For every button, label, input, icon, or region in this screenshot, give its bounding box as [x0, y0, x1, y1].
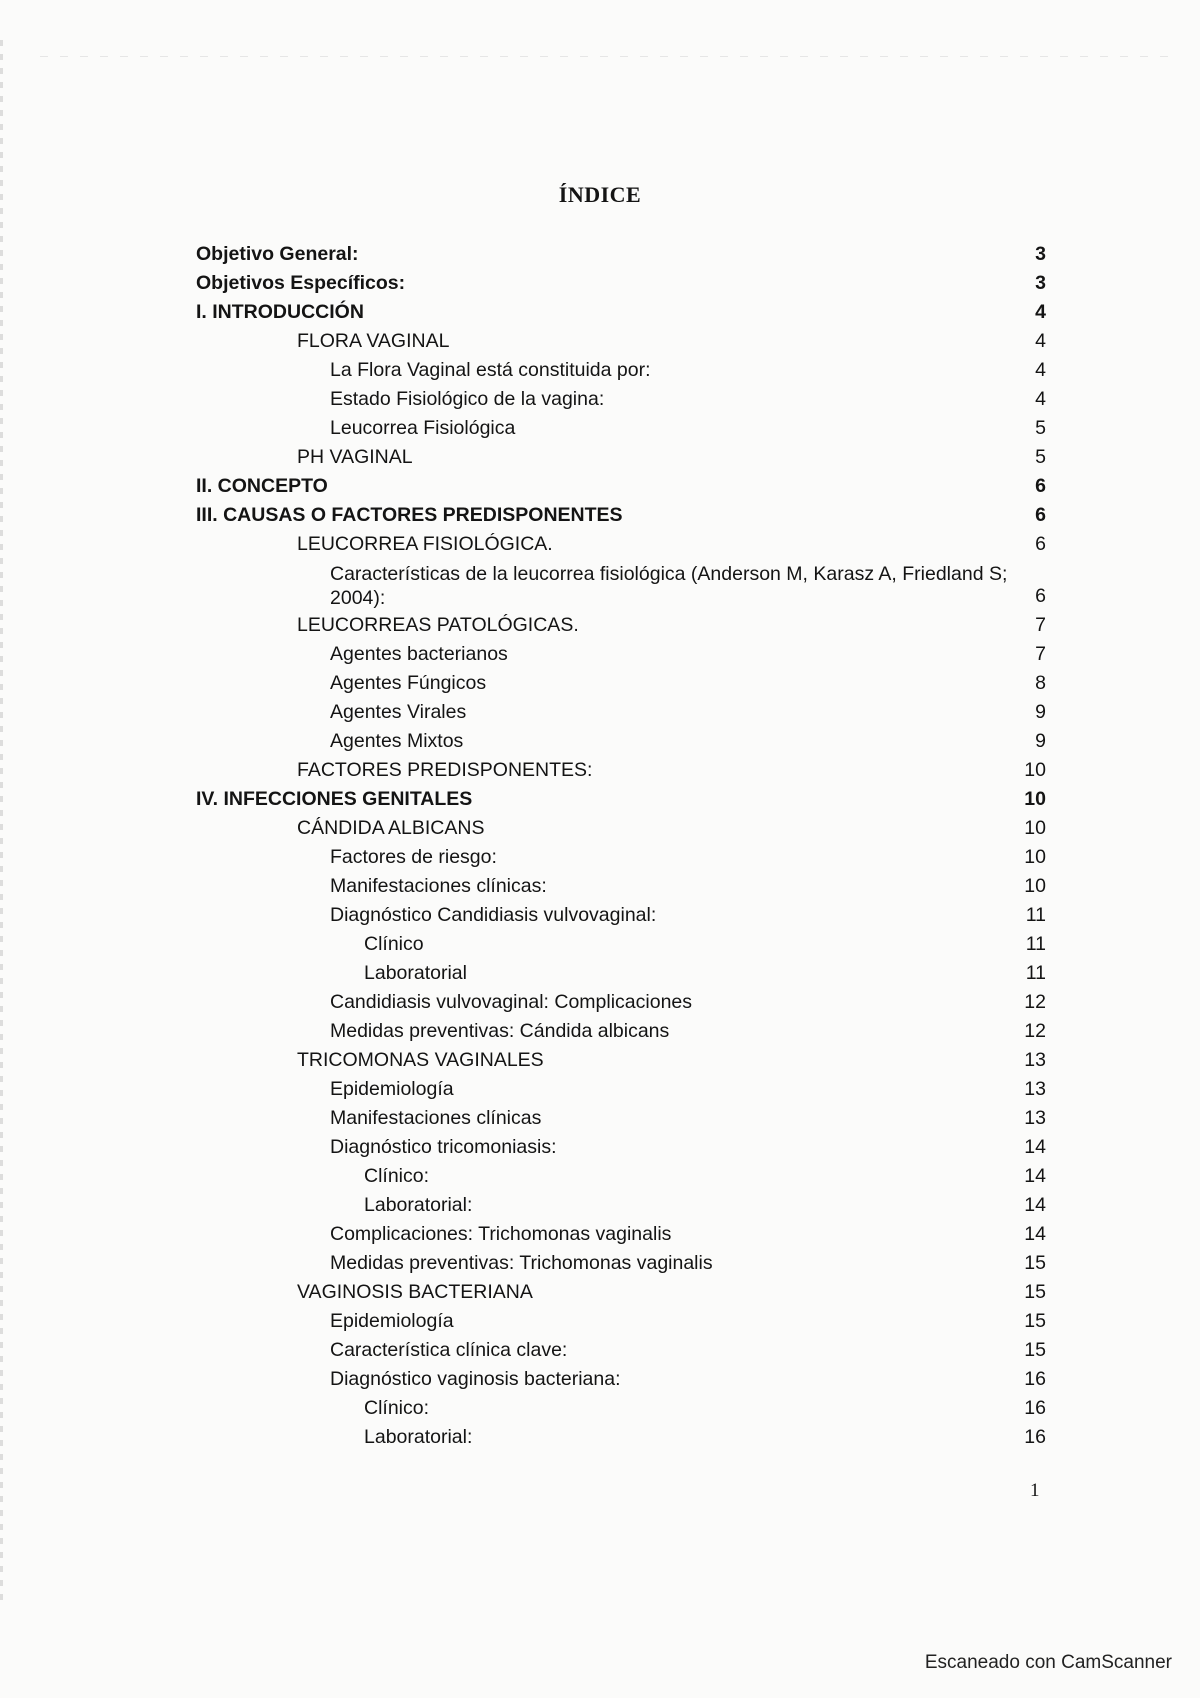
- toc-entry-label: Clínico:: [364, 1397, 430, 1419]
- toc-entry-page: 16: [1024, 1426, 1046, 1448]
- toc-entry: [196, 959, 1046, 988]
- toc-entry: [196, 669, 1046, 698]
- toc-entry-label: Medidas preventivas: Trichomonas vaginalis: [330, 1252, 713, 1274]
- toc-entry-page: 3: [1035, 243, 1046, 265]
- toc-entry-page: 9: [1035, 730, 1046, 752]
- toc-entry-label: Manifestaciones clínicas:: [330, 875, 547, 897]
- toc-entry: [196, 611, 1046, 640]
- toc-entry: [196, 640, 1046, 669]
- toc-entry-label: TRICOMONAS VAGINALES: [297, 1049, 544, 1071]
- toc-entry-label: I. INTRODUCCIÓN: [196, 301, 364, 323]
- toc-entry: [196, 1220, 1046, 1249]
- toc-entry-page: 16: [1024, 1368, 1046, 1390]
- toc-entry: [196, 530, 1046, 559]
- toc-entry: [196, 901, 1046, 930]
- toc-entry-label: Diagnóstico tricomoniasis:: [330, 1136, 557, 1158]
- toc-entry: [196, 1336, 1046, 1365]
- toc-entry-label: Laboratorial: [364, 962, 467, 984]
- toc-entry-label: Objetivos Específicos:: [196, 272, 406, 294]
- toc-entry-label: Factores de riesgo:: [330, 846, 497, 868]
- toc-entry-page: 5: [1035, 446, 1046, 468]
- toc-entry-label: Complicaciones: Trichomonas vaginalis: [330, 1223, 672, 1245]
- toc-entry-page: 11: [1025, 904, 1046, 926]
- toc-entry-label: PH VAGINAL: [297, 446, 413, 468]
- toc-entry-page: 14: [1024, 1136, 1046, 1158]
- toc-entry-page: 9: [1035, 701, 1046, 723]
- toc-entry-label: VAGINOSIS BACTERIANA: [297, 1281, 533, 1303]
- toc-entry-label: Objetivo General:: [196, 243, 359, 265]
- toc-entry: [196, 1046, 1046, 1075]
- toc-entry: [196, 501, 1046, 530]
- toc-entry-page: 5: [1035, 417, 1046, 439]
- toc-entry: [196, 298, 1046, 327]
- toc-entry-page: 8: [1035, 672, 1046, 694]
- toc-entry-label: Leucorrea Fisiológica: [330, 417, 516, 439]
- toc-entry: [196, 414, 1046, 443]
- toc-entry-page: 15: [1024, 1310, 1046, 1332]
- toc-entry-label: II. CONCEPTO: [196, 475, 328, 497]
- toc-entry: [196, 327, 1046, 356]
- toc-entry: [196, 756, 1046, 785]
- toc-entry-page: 7: [1035, 614, 1046, 636]
- toc-entry-label: Epidemiología: [330, 1078, 454, 1100]
- toc-entry-label: IV. INFECCIONES GENITALES: [196, 788, 473, 810]
- toc-entry-page: 16: [1024, 1397, 1046, 1419]
- toc-entry-label: Epidemiología: [330, 1310, 454, 1332]
- toc-entry-label: Diagnóstico vaginosis bacteriana:: [330, 1368, 621, 1390]
- toc-entry-label: FLORA VAGINAL: [297, 330, 450, 352]
- page-number: 1: [1030, 1480, 1040, 1501]
- toc-entry-label: Estado Fisiológico de la vagina:: [330, 388, 605, 410]
- toc-entry-page: 12: [1024, 1020, 1046, 1042]
- toc-entry-label: III. CAUSAS O FACTORES PREDISPONENTES: [196, 504, 623, 526]
- toc-entry-page: 6: [1035, 475, 1046, 497]
- toc-entry-page: 4: [1035, 359, 1046, 381]
- toc-entry-page: 13: [1024, 1049, 1046, 1071]
- toc-entry-label: Agentes bacterianos: [330, 643, 508, 665]
- toc-entry: [196, 1394, 1046, 1423]
- toc-entry: [196, 988, 1046, 1017]
- toc-entry: [196, 559, 1046, 611]
- toc-entry-label: Agentes Mixtos: [330, 730, 464, 752]
- toc-entry-page: 14: [1024, 1165, 1046, 1187]
- toc-entry-label: FACTORES PREDISPONENTES:: [297, 759, 593, 781]
- scan-edge-left: [0, 40, 3, 1600]
- toc-entry-page: 11: [1025, 962, 1046, 984]
- toc-entry-label: Laboratorial:: [364, 1194, 473, 1216]
- toc-entry-page: 12: [1024, 991, 1046, 1013]
- toc-entry: [196, 1307, 1046, 1336]
- toc-entry-label: Características de la leucorrea fisiológica (Anderson M, Karasz A, Friedland S; 2004):: [330, 563, 1008, 609]
- toc-entry: [196, 1423, 1046, 1452]
- toc-entry-page: 10: [1024, 846, 1046, 868]
- toc-entry: [196, 785, 1046, 814]
- toc-entry: [196, 814, 1046, 843]
- toc-entry: [196, 356, 1046, 385]
- toc-entry: [196, 1104, 1046, 1133]
- toc-entry-page: 10: [1024, 817, 1046, 839]
- toc-entry-label: Agentes Fúngicos: [330, 672, 487, 694]
- toc-entry-page: 10: [1024, 788, 1046, 810]
- toc-entry: [196, 727, 1046, 756]
- toc-entry-page: 6: [1035, 504, 1046, 526]
- toc-entry: [196, 472, 1046, 501]
- toc-entry: [196, 443, 1046, 472]
- toc-entry-page: 14: [1024, 1223, 1046, 1245]
- toc-entry-page: 4: [1035, 330, 1046, 352]
- toc-entry: [196, 385, 1046, 414]
- page-title: ÍNDICE: [558, 182, 642, 207]
- toc-entry-page: 13: [1024, 1078, 1046, 1100]
- toc-entry: [196, 1191, 1046, 1220]
- toc-entry-label: Diagnóstico Candidiasis vulvovaginal:: [330, 904, 657, 926]
- toc-entry-page: 15: [1024, 1252, 1046, 1274]
- toc-entry-page: 3: [1035, 272, 1046, 294]
- toc-entry: [196, 1365, 1046, 1394]
- toc-entry-label: CÁNDIDA ALBICANS: [297, 817, 485, 839]
- toc-entry: [196, 240, 1046, 269]
- toc-entry-page: 6: [1035, 533, 1046, 555]
- toc-entry-label: LEUCORREAS PATOLÓGICAS.: [297, 614, 579, 636]
- toc-entry: [196, 1278, 1046, 1307]
- toc-entry-page: 11: [1025, 933, 1046, 955]
- toc-entry-page: 15: [1024, 1339, 1046, 1361]
- toc-entry-page: 15: [1024, 1281, 1046, 1303]
- toc-entry-page: 10: [1024, 875, 1046, 897]
- toc-entry: [196, 843, 1046, 872]
- toc-entry-page: 10: [1024, 759, 1046, 781]
- scan-edge-top: [40, 56, 1180, 57]
- toc-entry: [196, 698, 1046, 727]
- toc-entry-page: 13: [1024, 1107, 1046, 1129]
- toc-entry: [196, 872, 1046, 901]
- toc-entry-label: Laboratorial:: [364, 1426, 473, 1448]
- toc-entry: [196, 1017, 1046, 1046]
- toc-entry-page: 4: [1035, 301, 1046, 323]
- toc-entry-label: Manifestaciones clínicas: [330, 1107, 542, 1129]
- table-of-contents: [196, 240, 1046, 1452]
- toc-entry: [196, 1249, 1046, 1278]
- toc-entry-label: Clínico: [364, 933, 424, 955]
- toc-entry-label: Clínico:: [364, 1165, 430, 1187]
- toc-entry-label: LEUCORREA FISIOLÓGICA.: [297, 533, 553, 555]
- toc-entry-label: Candidiasis vulvovaginal: Complicaciones: [330, 991, 693, 1013]
- toc-entry-page: 4: [1035, 388, 1046, 410]
- toc-entry-label: La Flora Vaginal está constituida por:: [330, 359, 651, 381]
- toc-entry: [196, 269, 1046, 298]
- toc-entry: [196, 1162, 1046, 1191]
- toc-entry: [196, 930, 1046, 959]
- toc-entry-label: Característica clínica clave:: [330, 1339, 568, 1361]
- toc-entry-label: Medidas preventivas: Cándida albicans: [330, 1020, 670, 1042]
- toc-entry-page: 7: [1035, 643, 1046, 665]
- toc-entry-page: 14: [1024, 1194, 1046, 1216]
- toc-entry: [196, 1075, 1046, 1104]
- toc-entry-page: 6: [1035, 585, 1046, 607]
- scanner-watermark: Escaneado con CamScanner: [924, 1652, 1172, 1673]
- toc-entry-label: Agentes Virales: [330, 701, 467, 723]
- toc-entry: [196, 1133, 1046, 1162]
